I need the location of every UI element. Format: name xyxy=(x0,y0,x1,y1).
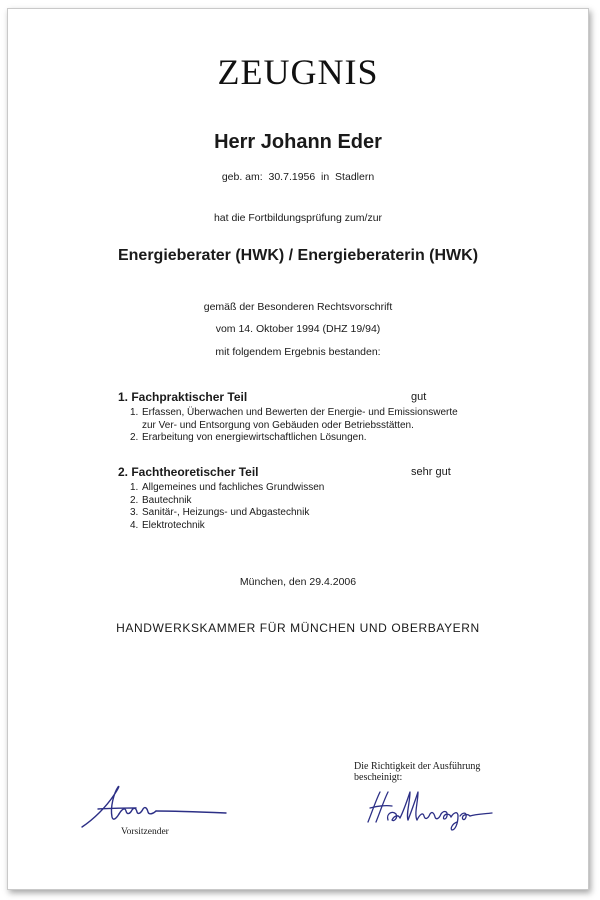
confirmation-line-2: bescheinigt: xyxy=(354,772,403,783)
section-heading-theoretical: 2. Fachtheoretischer Teil xyxy=(118,465,259,479)
regulation-line: gemäß der Besonderen Rechtsvorschrift xyxy=(203,301,393,313)
item-number: 3. xyxy=(130,507,139,518)
grade-practical: gut xyxy=(411,391,427,403)
item-number: 1. xyxy=(130,407,139,418)
theoretical-item-list xyxy=(130,482,460,532)
birth-line: geb. am: 30.7.1956 in Stadlern xyxy=(221,171,375,183)
section-heading-practical: 1. Fachpraktischer Teil xyxy=(118,390,248,404)
place-date: München, den 29.4.2006 xyxy=(239,576,357,588)
qualification-title: Energieberater (HWK) / Energieberaterin (HWK) xyxy=(117,247,479,264)
item-number: 2. xyxy=(130,432,139,443)
confirmation-note xyxy=(354,761,480,783)
item-text: Erarbeitung von energiewirtschaftlichen Lösungen. xyxy=(142,432,367,443)
list-item xyxy=(130,482,460,495)
list-item xyxy=(130,407,460,432)
list-item xyxy=(130,432,460,445)
document-title: ZEUGNIS xyxy=(217,52,379,92)
regulation-date-line: vom 14. Oktober 1994 (DHZ 19/94) xyxy=(215,323,381,335)
practical-item-list xyxy=(130,407,460,445)
confirmation-line: Die Richtigkeit der Ausführung xyxy=(354,761,481,772)
item-text: Bautechnik xyxy=(142,494,192,506)
item-number: 1. xyxy=(130,482,139,493)
grade-theoretical: sehr gut xyxy=(411,466,451,478)
certificate-page xyxy=(7,8,589,890)
chair-signature xyxy=(76,781,236,831)
recipient-name: Herr Johann Eder xyxy=(214,131,382,153)
list-item xyxy=(130,520,460,533)
chamber-name: HANDWERKSKAMMER FÜR MÜNCHEN UND OBERBAYERN xyxy=(116,621,480,635)
result-intro: mit folgendem Ergebnis bestanden: xyxy=(215,346,381,358)
passed-intro: hat die Fortbildungsprüfung zum/zur xyxy=(213,212,383,224)
item-text: Elektrotechnik xyxy=(142,519,205,531)
list-item xyxy=(130,507,460,520)
item-text: Allgemeines und fachliches Grundwissen xyxy=(142,482,325,493)
chair-label: Vorsitzender xyxy=(121,827,169,837)
item-number: 4. xyxy=(130,519,139,531)
item-text: Erfassen, Überwachen und Bewerten der Energie- und Emissionswerte zur Ver- und Entsorgung von Gebäuden oder Betriebsstätten. xyxy=(142,407,458,431)
item-text: Sanitär-, Heizungs- und Abgastechnik xyxy=(142,507,310,518)
list-item xyxy=(130,495,460,508)
item-number: 2. xyxy=(130,494,139,506)
confirmation-signature xyxy=(360,784,510,834)
